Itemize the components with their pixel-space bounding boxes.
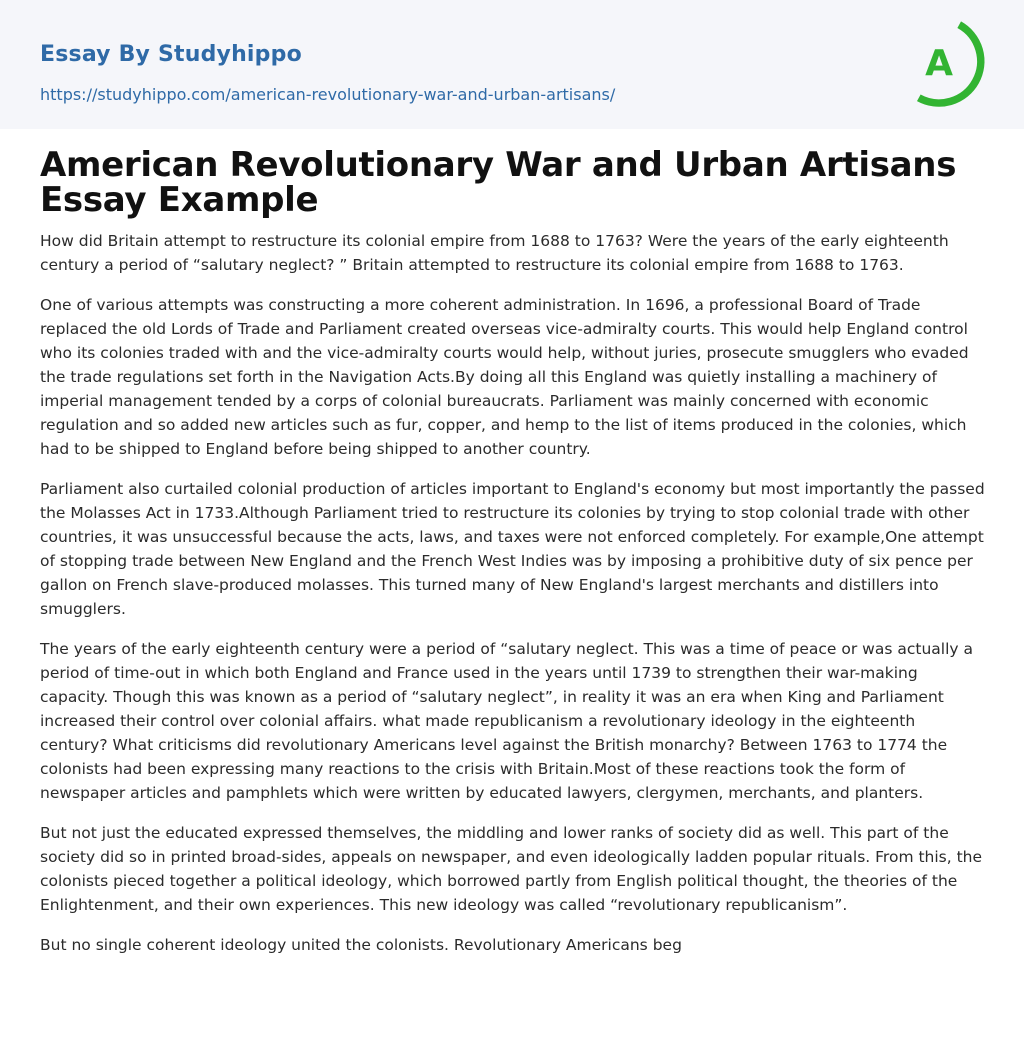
logo-letter: A	[925, 43, 953, 84]
article-content	[40, 145, 986, 973]
article-paragraph: Parliament also curtailed colonial production of articles important to England's economy but most importantly the passed the Molasses Act in 1733.Although Parliament tried to restructure its colonies by trying to stop colonial trade with other countries, it was unsuccessful because the acts, laws, and taxes were not enforced completely. For example,One attempt of stopping trade between New England and the French West Indies was by imposing a prohibitive duty of six pence per gallon on French slave-produced molasses. This turned many of New England's largest merchants and distillers into smugglers.	[40, 480, 985, 618]
article-paragraph: One of various attempts was constructing a more coherent administration. In 1696, a professional Board of Trade replaced the old Lords of Trade and Parliament created overseas vice-admiralty courts. This would help England control who its colonies traded with and the vice-admiralty courts would help, without juries, prosecute smugglers who evaded the trade regulations set forth in the Navigation Acts.By doing all this England was quietly installing a machinery of imperial management tended by a corps of colonial bureaucrats. Parliament was mainly concerned with economic regulation and so added new articles such as fur, copper, and hemp to the list of items produced in the colonies, which had to be shipped to England before being shipped to another country.	[40, 296, 969, 458]
article-paragraph: The years of the early eighteenth century were a period of “salutary neglect. This was a time of peace or was actually a period of time-out in which both England and France used in the years until 1739 to strengthen their war-making capacity. Though this was known as a period of “salutary neglect”, in reality it was an era when King and Parliament increased their control over colonial affairs. what made republicanism a revolutionary ideology in the eighteenth century? What criticisms did revolutionary Americans level against the British monarchy? Between 1763 to 1774 the colonists had been expressing many reactions to the crisis with Britain.Most of these reactions took the form of newspaper articles and pamphlets which were written by educated lawyers, clergymen, merchants, and planters.	[40, 640, 973, 802]
article-paragraph: But not just the educated expressed themselves, the middling and lower ranks of society did as well. This part of the society did so in printed broad-sides, appeals on newspaper, and even ideologically ladden popular rituals. From this, the colonists pieced together a political ideology, which borrowed partly from English political thought, the theories of the Enlightenment, and their own experiences. This new ideology was called “revolutionary republicanism”.	[40, 824, 983, 914]
article-title: American Revolutionary War and Urban Artisans Essay Example	[40, 145, 957, 220]
article-paragraph-truncated: But no single coherent ideology united the colonists. Revolutionary Americans beg	[40, 936, 682, 954]
article-url-link[interactable]: https://studyhippo.com/american-revolutionary-war-and-urban-artisans/	[40, 85, 616, 104]
site-brand[interactable]: Essay By Studyhippo	[40, 42, 302, 67]
studyhippo-logo-icon[interactable]	[909, 17, 989, 109]
article-paragraph: How did Britain attempt to restructure its colonial empire from 1688 to 1763? Were the years of the early eighteenth century a period of “salutary neglect? ” Britain attempted to restructure its colonial empire from 1688 to 1763.	[40, 232, 949, 274]
site-header	[0, 0, 1024, 129]
